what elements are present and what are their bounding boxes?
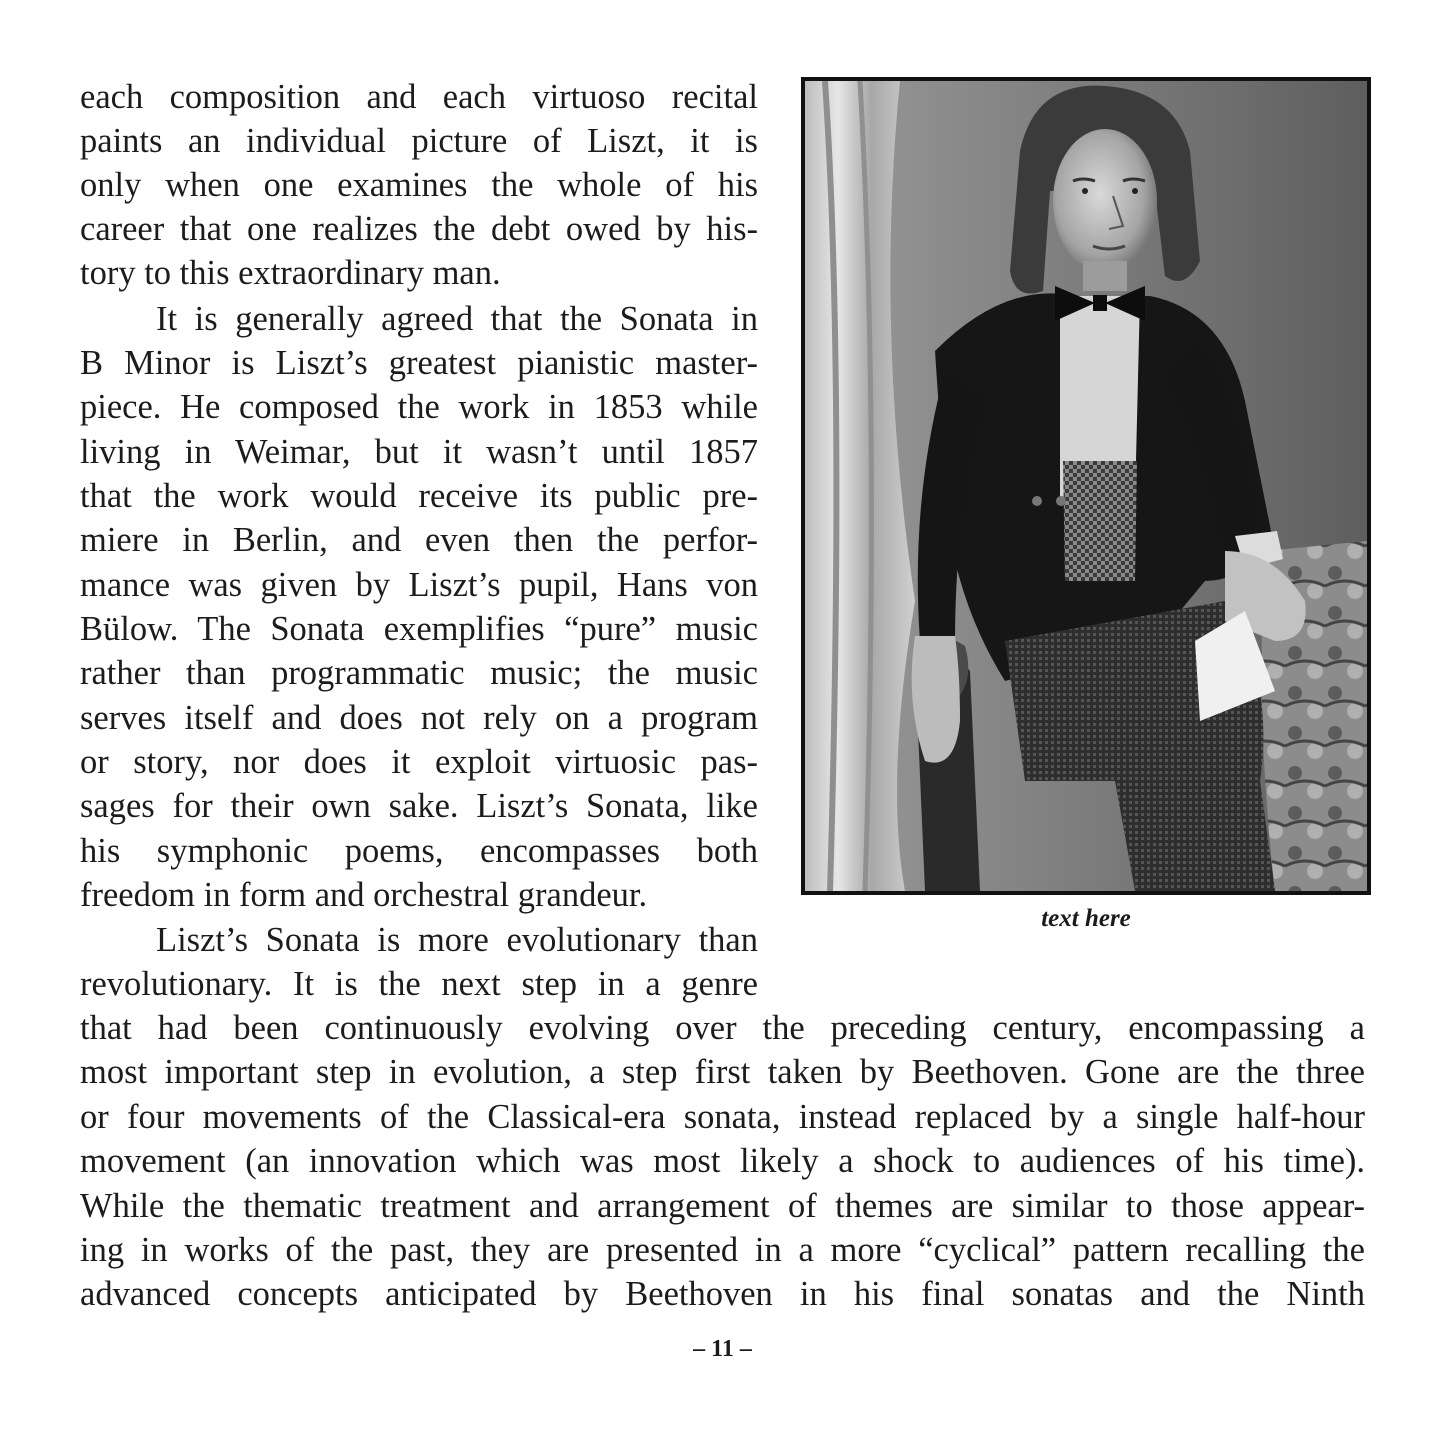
body-text-line: his symphonic poems, encompasses both [80, 832, 758, 870]
body-text-line: ing in works of the past, they are presented in a more “cyclical” pattern recalling the [80, 1231, 1365, 1269]
portrait-photo [801, 77, 1371, 895]
body-text-line: tory to this extraordinary man. [80, 254, 501, 292]
body-text-line: that the work would receive its public pre- [80, 477, 758, 515]
page-number: – 11 – [693, 1336, 752, 1362]
body-text-line: movement (an innovation which was most likely a shock to audiences of his time). [80, 1142, 1365, 1180]
body-text-line: each composition and each virtuoso recital [80, 78, 758, 116]
body-text-line: paints an individual picture of Liszt, it is [80, 122, 758, 160]
body-text-line: that had been continuously evolving over the preceding century, encompassing a [80, 1009, 1365, 1047]
body-text-line: miere in Berlin, and even then the perfor- [80, 521, 758, 559]
body-text-line: living in Weimar, but it wasn’t until 1857 [80, 433, 758, 471]
body-text-line: revolutionary. It is the next step in a genre [80, 965, 758, 1003]
body-text-line: advanced concepts anticipated by Beethoven in his final sonatas and the Ninth [80, 1275, 1365, 1313]
body-text-line: B Minor is Liszt’s greatest pianistic master- [80, 344, 758, 382]
body-text-line: piece. He composed the work in 1853 while [80, 388, 758, 426]
photo-caption: text here [1041, 905, 1131, 932]
body-text-line: freedom in form and orchestral grandeur. [80, 876, 648, 914]
body-text-line: While the thematic treatment and arrangement of themes are similar to those appear- [80, 1187, 1365, 1225]
body-text-line: or story, nor does it exploit virtuosic pas- [80, 743, 758, 781]
body-text-line: only when one examines the whole of his [80, 166, 758, 204]
body-text-line: rather than programmatic music; the music [80, 654, 758, 692]
body-text-line: or four movements of the Classical-era sonata, instead replaced by a single half-hour [80, 1098, 1365, 1136]
body-text-line: mance was given by Liszt’s pupil, Hans von [80, 566, 758, 604]
body-text-line: serves itself and does not rely on a program [80, 699, 758, 737]
body-text-line: Bülow. The Sonata exemplifies “pure” music [80, 610, 758, 648]
body-text-line: career that one realizes the debt owed by his- [80, 210, 758, 248]
body-text-line: Liszt’s Sonata is more evolutionary than [156, 921, 758, 959]
body-text-line: sages for their own sake. Liszt’s Sonata, like [80, 787, 758, 825]
body-text-line: It is generally agreed that the Sonata in [156, 300, 758, 338]
body-text-line: most important step in evolution, a step first taken by Beethoven. Gone are the three [80, 1053, 1365, 1091]
